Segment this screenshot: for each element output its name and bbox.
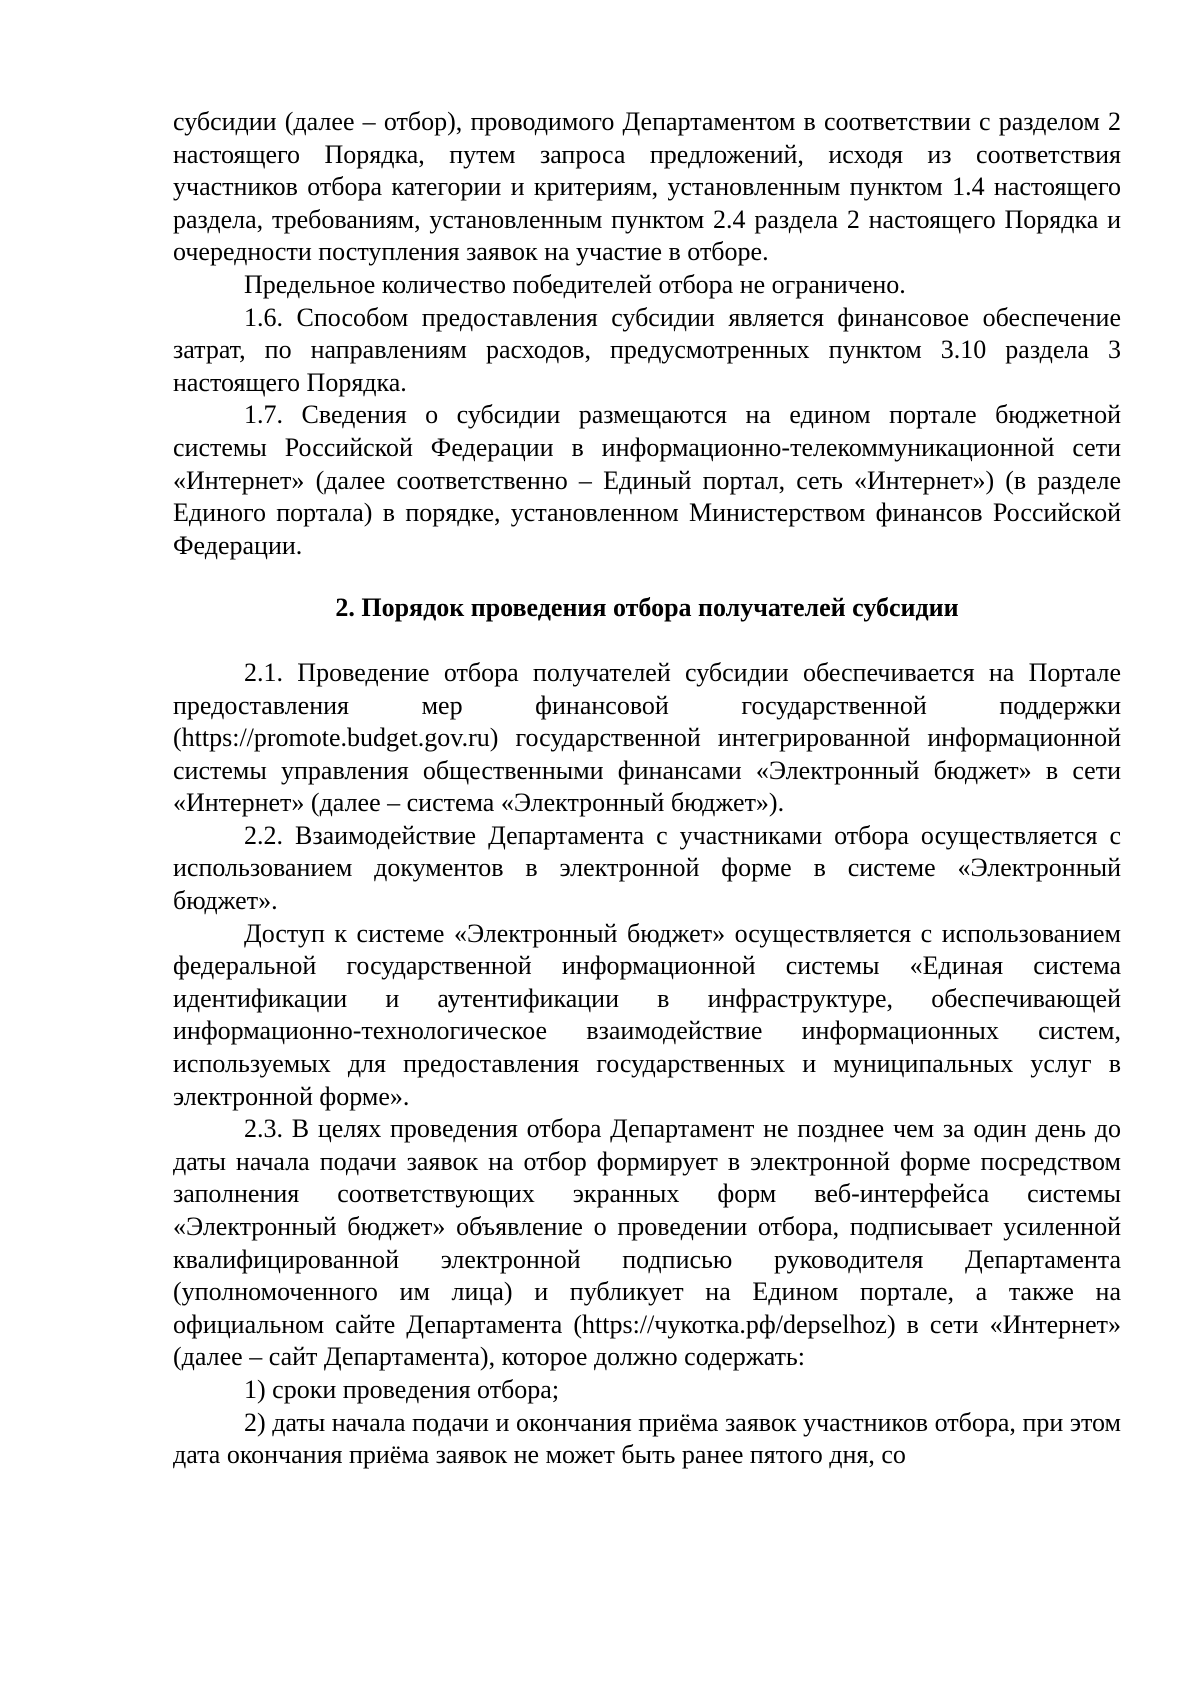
paragraph-2-2: 2.2. Взаимодействие Департамента с участниками отбора осуществляется с использованием документов в электронной форме в системе «Электронный бюджет». <box>173 820 1121 916</box>
paragraph-2-1: 2.1. Проведение отбора получателей субсидии обеспечивается на Портале предоставления мер финансовой государственной поддержки (https://promote.budget.gov.ru) государственной интегрированной информационной системы управления общественными финансами «Электронный бюджет» в сети «Интернет» (далее – система «Электронный бюджет»). <box>173 657 1121 818</box>
paragraph-subsidy-selection: субсидии (далее – отбор), проводимого Департаментом в соответствии с разделом 2 настоящего Порядка, путем запроса предложений, исходя из соответствия участников отбора категории и критериям, установленным пунктом 1.4 настоящего раздела, требованиям, установленным пунктом 2.4 раздела 2 настоящего Порядка и очередности поступления заявок на участие в отборе. <box>173 107 1121 267</box>
list-item-1: 1) сроки проведения отбора; <box>244 1374 560 1404</box>
paragraph-access: Доступ к системе «Электронный бюджет» осуществляется с использованием федеральной государственной информационной системы «Единая система идентификации и аутентификации в инфраструктуре, обеспечивающей информационно-технологическое взаимодействие информационных систем, используемых для предоставления государственных и муниципальных услуг в электронной форме». <box>173 918 1121 1111</box>
paragraph-1-7: 1.7. Сведения о субсидии размещаются на едином портале бюджетной системы Российской Федерации в информационно-телекоммуникационной сети «Интернет» (далее соответственно – Единый портал, сеть «Интернет») (в разделе Единого портала) в порядке, установленном Министерством финансов Российской Федерации. <box>173 400 1121 560</box>
paragraph-1-6: 1.6. Способом предоставления субсидии является финансовое обеспечение затрат, по направлениям расходов, предусмотренных пунктом 3.10 раздела 3 настоящего Порядка. <box>173 302 1121 397</box>
paragraph-2-3: 2.3. В целях проведения отбора Департамент не позднее чем за один день до даты начала подачи заявок на отбор формирует в электронной форме посредством заполнения соответствующих экранных форм веб-интерфейса системы «Электронный бюджет» объявление о проведении отбора, подписывает усиленной квалифицированной электронной подписью руководителя Департамента (уполномоченного им лица) и публикует на Едином портале, а также на официальном сайте Департамента (https://чукотка.рф/depselhoz) в сети «Интернет» (далее – сайт Департамента), которое должно содержать: <box>173 1114 1121 1372</box>
section-heading: 2. Порядок проведения отбора получателей субсидии <box>335 593 959 623</box>
paragraph-winners-limit: Предельное количество победителей отбора не ограничено. <box>244 269 906 299</box>
document-page <box>173 106 1121 1472</box>
list-item-2: 2) даты начала подачи и окончания приёма заявок участников отбора, при этом дата окончания приёма заявок не может быть ранее пятого дня, со <box>173 1407 1121 1470</box>
